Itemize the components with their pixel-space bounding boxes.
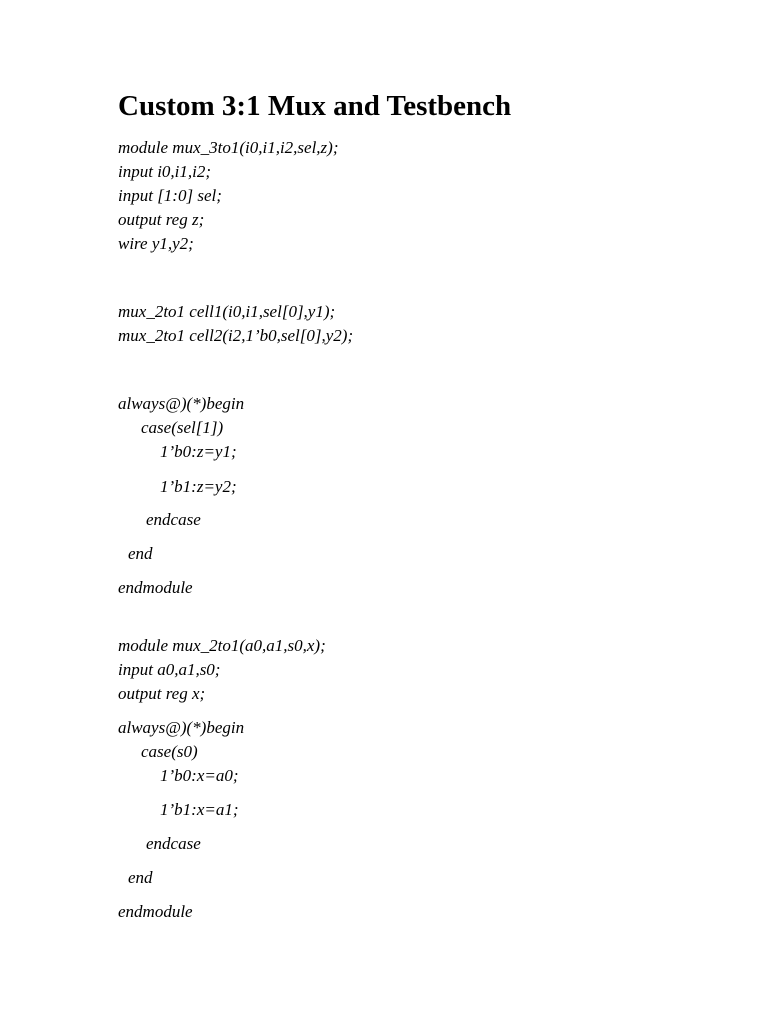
code-line: output reg z; (118, 210, 205, 229)
code-line: end (128, 544, 153, 563)
code-line: module mux_3to1(i0,i1,i2,sel,z); (118, 138, 339, 157)
code-line: case(s0) (141, 742, 198, 761)
code-line: module mux_2to1(a0,a1,s0,x); (118, 636, 326, 655)
code-line: 1’b0:x=a0; (160, 766, 239, 785)
code-line: input [1:0] sel; (118, 186, 222, 205)
code-line: case(sel[1]) (141, 418, 224, 437)
page-title: Custom 3:1 Mux and Testbench (118, 90, 512, 122)
code-line: 1’b1:x=a1; (160, 800, 239, 819)
code-line: input a0,a1,s0; (118, 660, 221, 679)
code-line: always@)(*)begin (118, 394, 245, 413)
code-line: endcase (146, 510, 201, 529)
code-line: input i0,i1,i2; (118, 162, 212, 181)
code-line: endmodule (118, 578, 193, 597)
code-line: 1’b0:z=y1; (160, 442, 237, 461)
code-line: end (128, 868, 153, 887)
code-line: mux_2to1 cell1(i0,i1,sel[0],y1); (118, 302, 336, 321)
code-line: 1’b1:z=y2; (160, 477, 237, 496)
code-line: output reg x; (118, 684, 206, 703)
code-line: mux_2to1 cell2(i2,1’b0,sel[0],y2); (118, 326, 354, 345)
code-line: wire y1,y2; (118, 234, 194, 253)
code-line: always@)(*)begin (118, 718, 245, 737)
code-line: endcase (146, 834, 201, 853)
code-line: endmodule (118, 902, 193, 921)
